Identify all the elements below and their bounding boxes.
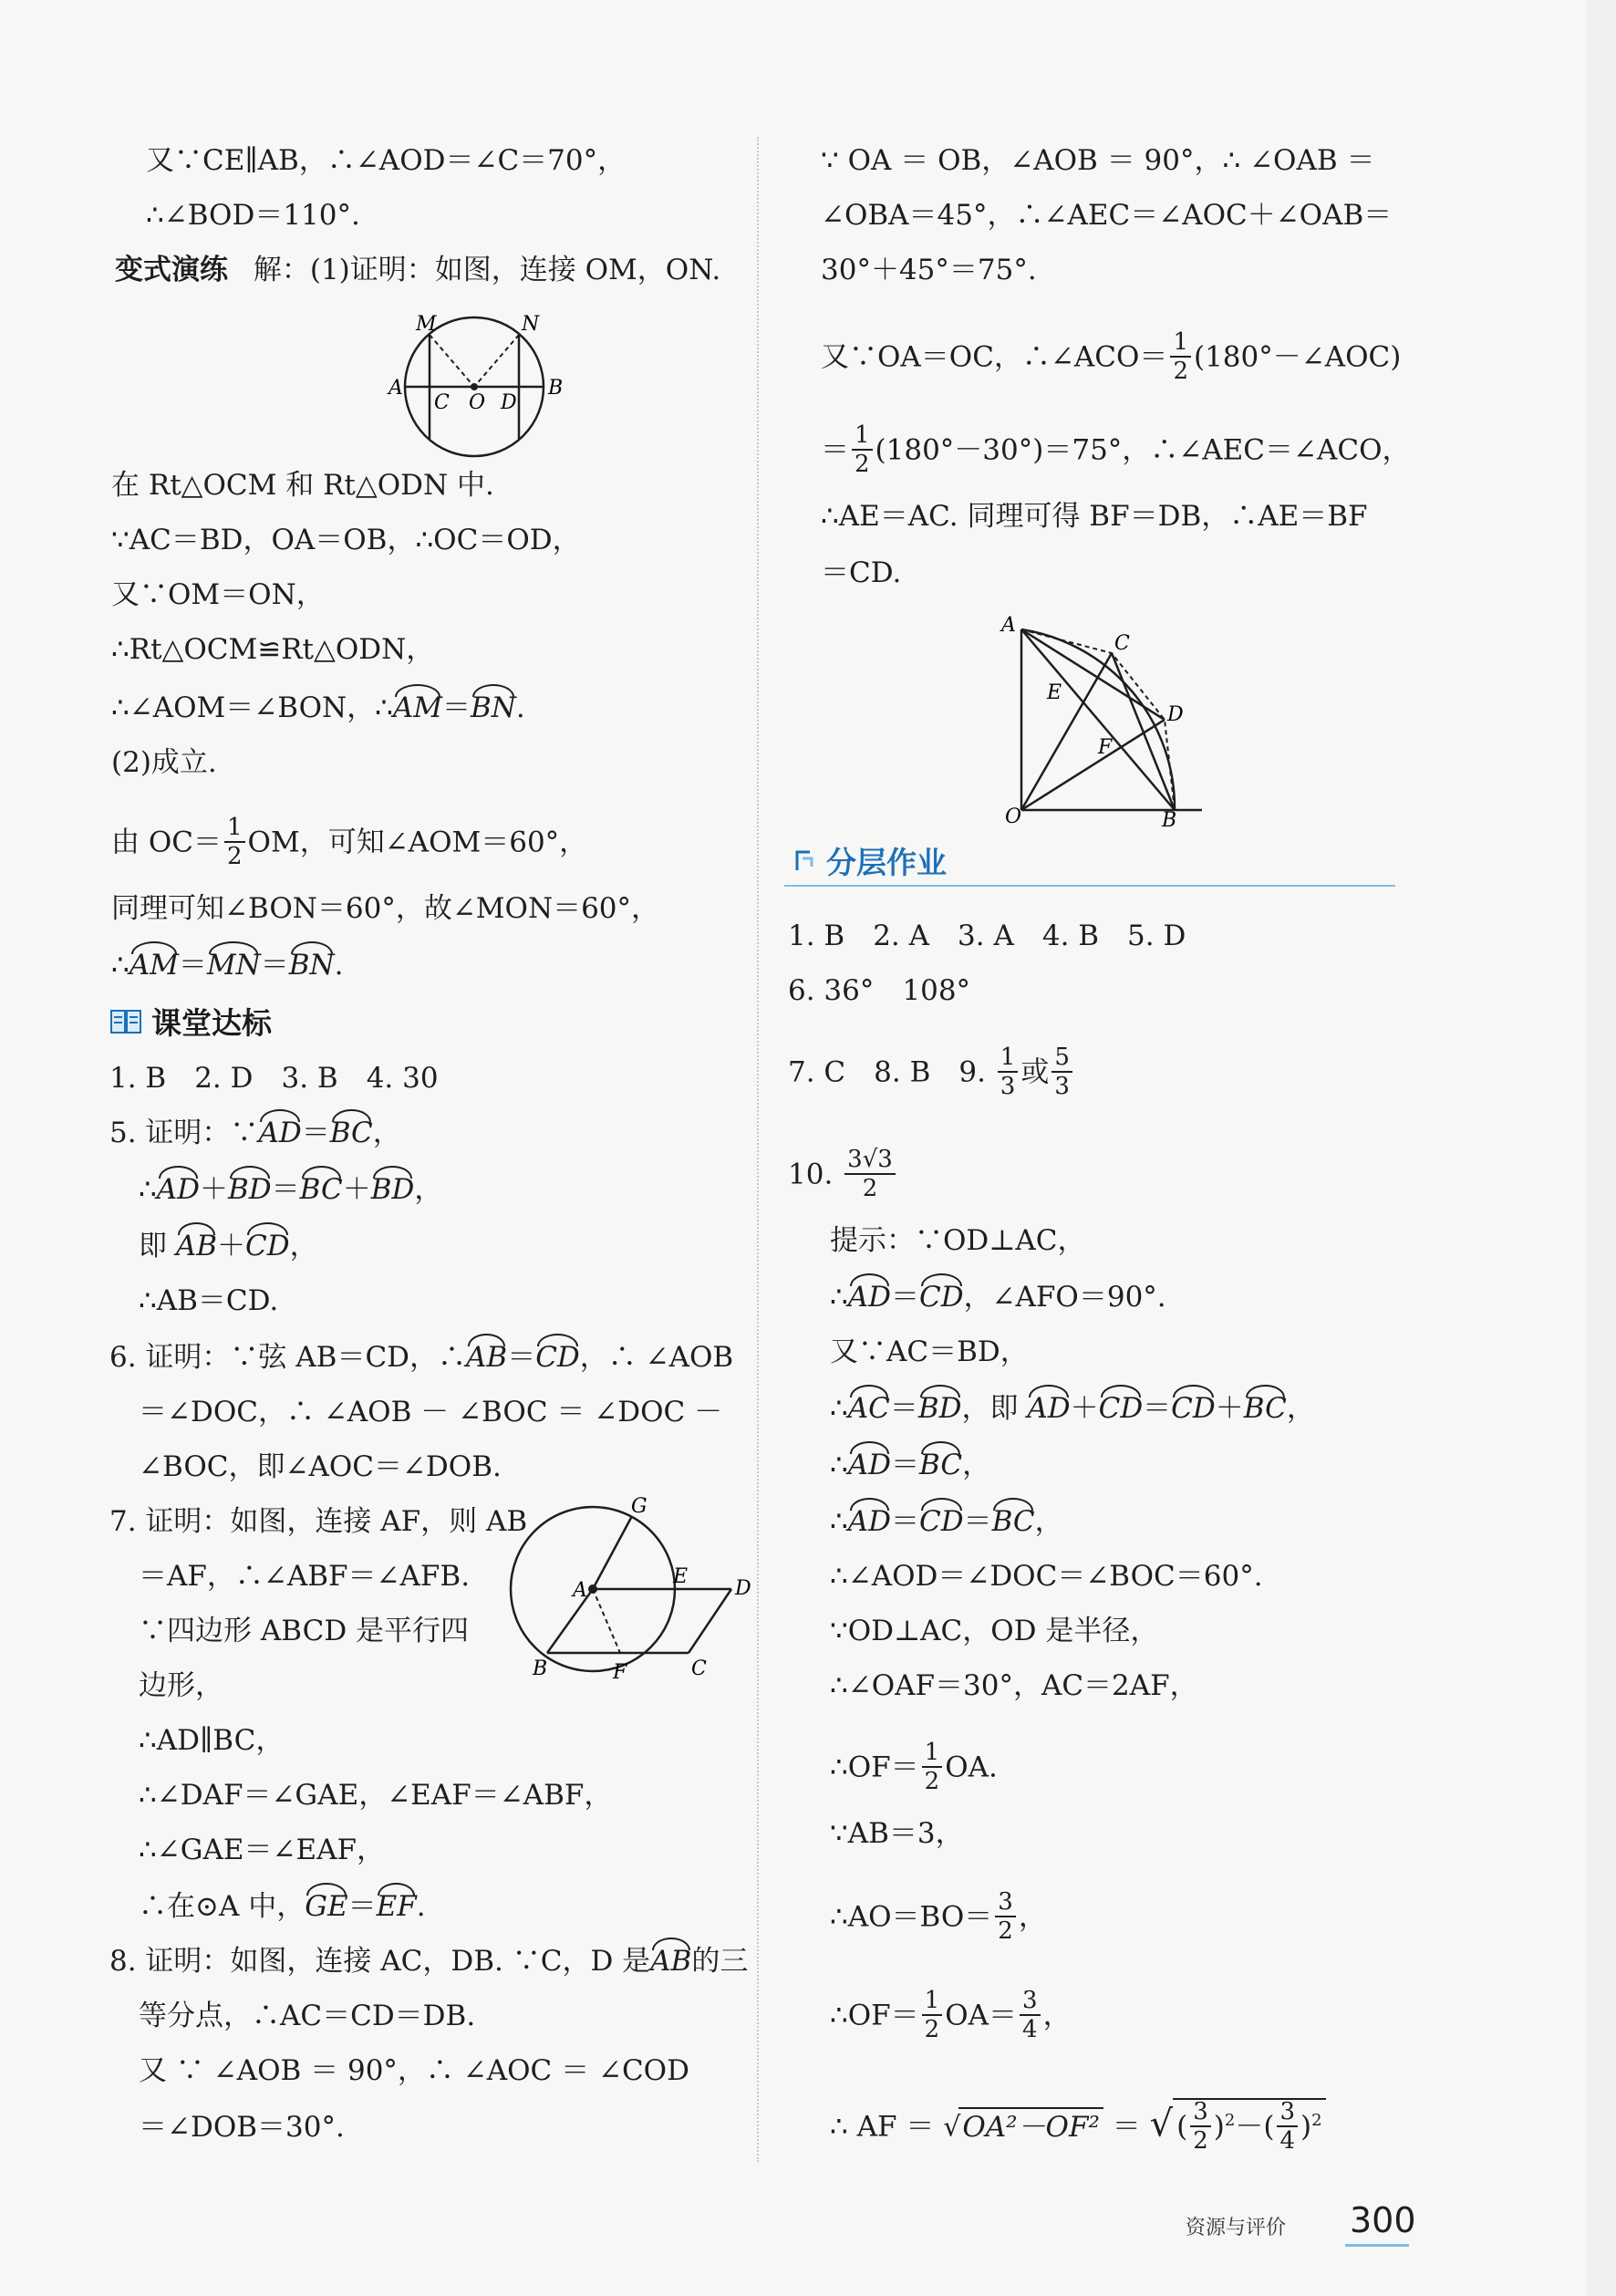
arc-CD: CD bbox=[918, 1281, 964, 1314]
text: OA. bbox=[945, 1751, 998, 1784]
text: . bbox=[515, 691, 525, 724]
fig3-label: O bbox=[1005, 805, 1022, 828]
line bbox=[821, 330, 1401, 387]
fig1-label: C bbox=[434, 391, 450, 414]
line: 边形， bbox=[139, 1669, 223, 1702]
text: . bbox=[334, 949, 344, 982]
arc-AD: AD bbox=[1027, 1392, 1071, 1425]
fig1-label: N bbox=[522, 313, 540, 336]
arc-CD: CD bbox=[1171, 1392, 1216, 1425]
line: 又∵OM＝ON， bbox=[111, 578, 325, 611]
line: ∴Rt△OCM≌Rt△ODN， bbox=[111, 633, 435, 666]
fraction bbox=[922, 1987, 943, 2043]
text: ， bbox=[1034, 1505, 1063, 1538]
text: 8. 证明：如图，连接 AC，DB. ∵C，D 是 bbox=[109, 1945, 651, 1978]
line: 又∵AC＝BD， bbox=[830, 1335, 1029, 1368]
arc-CD: CD bbox=[1098, 1392, 1144, 1425]
line bbox=[139, 1171, 442, 1208]
arc-AC: AC bbox=[847, 1392, 890, 1425]
exponent: 2 bbox=[1224, 2111, 1236, 2131]
fraction bbox=[852, 421, 873, 478]
line: ∵四边形 ABCD 是平行四 bbox=[139, 1615, 470, 1647]
sqrt-expression: ( $\frac{3}{2}$ )$^2$－( $\frac{3}{4}$ )$^2$ bbox=[1173, 2098, 1325, 2156]
text: OM，可知∠AOM＝60°， bbox=[247, 826, 588, 859]
fraction bbox=[1170, 328, 1191, 385]
arc-BN: BN bbox=[288, 949, 335, 982]
fig3-label: B bbox=[1162, 809, 1177, 832]
fig1-label: D bbox=[501, 391, 517, 414]
denominator: 2 bbox=[862, 1175, 878, 1202]
text: ＝ bbox=[507, 1341, 536, 1374]
text: ∴ bbox=[111, 949, 129, 982]
line: ∵OD⊥AC，OD 是半径， bbox=[830, 1615, 1159, 1647]
line: ∴∠OAF＝30°，AC＝2AF， bbox=[830, 1669, 1198, 1702]
line bbox=[109, 1115, 401, 1151]
line: 等分点，∴AC＝CD＝DB. bbox=[139, 2000, 476, 2032]
denominator: 2 bbox=[227, 843, 243, 870]
arc-BC: BC bbox=[299, 1173, 343, 1206]
text: ， bbox=[289, 1230, 318, 1262]
section-heading-classroom bbox=[109, 1000, 272, 1043]
line: ∴ AF ＝ √OA²－OF² ＝ √ ( $\frac{3}{2}$ )$^2$－( $\frac{3}{4}$ )$^2$ bbox=[830, 2098, 1326, 2156]
line: 同理可知∠BON＝60°，故∠MON＝60°， bbox=[111, 892, 660, 925]
text: ＝ bbox=[441, 691, 471, 724]
text: ＋ bbox=[1070, 1392, 1099, 1425]
fraction bbox=[1190, 2098, 1211, 2155]
arc-AB: AB bbox=[650, 1945, 692, 1978]
numerator: 1 bbox=[224, 814, 245, 843]
text: ∴OF＝ bbox=[830, 1751, 919, 1784]
line bbox=[109, 1943, 748, 1979]
arc-BC: BC bbox=[991, 1505, 1035, 1538]
text: (180°－∠AOC) bbox=[1193, 340, 1402, 374]
text: ＋ bbox=[1215, 1392, 1244, 1425]
text: ＝ bbox=[890, 1281, 919, 1314]
numerator: 3 bbox=[995, 1888, 1016, 1917]
text: ∴OF＝ bbox=[830, 1999, 919, 2032]
arc-BC: BC bbox=[918, 1449, 963, 1481]
line bbox=[830, 1390, 1315, 1427]
arc-AB: AB bbox=[466, 1341, 508, 1374]
text: ＝ bbox=[301, 1117, 330, 1149]
fraction bbox=[1277, 2098, 1298, 2155]
section-heading-layered-homework bbox=[793, 839, 947, 882]
numerator: 1 bbox=[922, 1987, 943, 2016]
variant-practice bbox=[115, 252, 720, 288]
denominator: 2 bbox=[1193, 2127, 1208, 2155]
arc-AM: AM bbox=[392, 691, 442, 724]
answers-row: 6. 36° 108° bbox=[788, 974, 971, 1007]
fig3-label: F bbox=[1098, 736, 1113, 759]
section-title: 分层作业 bbox=[826, 845, 947, 880]
line: ∵AB＝3， bbox=[830, 1817, 964, 1850]
numerator: 1 bbox=[1170, 328, 1191, 358]
text: ∴ bbox=[830, 1392, 848, 1425]
line bbox=[139, 1888, 426, 1925]
fig2-label: B bbox=[533, 1657, 548, 1680]
column-divider bbox=[757, 137, 759, 2162]
fig2-label: D bbox=[735, 1577, 751, 1600]
text: 或 bbox=[1020, 1055, 1050, 1089]
variant-text: 解：(1)证明：如图，连接 OM，ON. bbox=[253, 254, 721, 286]
variant-label: 变式演练 bbox=[115, 254, 228, 286]
text: ∴ bbox=[830, 1449, 848, 1481]
text: 又∵OA＝OC，∴∠ACO＝ bbox=[821, 340, 1168, 374]
arc-BD: BD bbox=[370, 1173, 415, 1206]
fraction bbox=[844, 1146, 896, 1202]
text: . bbox=[416, 1890, 426, 1923]
arc-EF: EF bbox=[376, 1890, 417, 1923]
denominator: 2 bbox=[855, 451, 870, 478]
text: ， bbox=[414, 1173, 443, 1206]
page-number: 300 bbox=[1350, 2200, 1416, 2240]
line: ＝CD. bbox=[821, 556, 902, 589]
arc-AD: AD bbox=[156, 1173, 200, 1206]
fig1-label: O bbox=[469, 391, 486, 414]
line: ∴AB＝CD. bbox=[139, 1284, 279, 1317]
book-icon bbox=[109, 1008, 142, 1035]
footer-label: 资源与评价 bbox=[1186, 2217, 1287, 2239]
text: ＝ bbox=[347, 1890, 377, 1923]
arc-BD: BD bbox=[917, 1392, 962, 1425]
denominator: 3 bbox=[1000, 1073, 1016, 1100]
fig3-label: E bbox=[1047, 681, 1062, 704]
text: ∴AO＝BO＝ bbox=[830, 1900, 993, 1934]
fraction bbox=[995, 1888, 1016, 1945]
line bbox=[111, 816, 587, 872]
text: ＝ bbox=[271, 1173, 300, 1206]
line bbox=[109, 1339, 733, 1376]
arc-AD: AD bbox=[258, 1117, 302, 1149]
arc-BC: BC bbox=[1243, 1392, 1287, 1425]
exponent: 2 bbox=[1311, 2111, 1322, 2131]
text: ＝ bbox=[260, 949, 289, 982]
denominator: 4 bbox=[1279, 2127, 1295, 2155]
text: 由 OC＝ bbox=[111, 826, 222, 859]
text: OA＝ bbox=[945, 1999, 1018, 2032]
text: ∴∠AOM＝∠BON，∴ bbox=[111, 691, 393, 724]
numerator: 1 bbox=[998, 1044, 1019, 1073]
numerator: 3 bbox=[1190, 2098, 1211, 2127]
denominator: 2 bbox=[924, 2016, 940, 2043]
line: (2)成立. bbox=[111, 746, 217, 779]
text: ，∠AFO＝90°. bbox=[963, 1281, 1166, 1314]
arc-CD: CD bbox=[245, 1230, 290, 1262]
fraction bbox=[998, 1044, 1019, 1100]
arc-CD: CD bbox=[535, 1341, 580, 1374]
fig2-label: F bbox=[613, 1661, 627, 1684]
section-title: 课堂达标 bbox=[151, 1005, 272, 1041]
fraction bbox=[922, 1739, 943, 1795]
text: ， bbox=[1042, 1999, 1072, 2032]
line bbox=[830, 1740, 998, 1797]
figure-quarter-circle bbox=[985, 611, 1184, 832]
text: ＋ bbox=[199, 1173, 228, 1206]
text: ＝ bbox=[1103, 2110, 1150, 2144]
text: ， bbox=[962, 1449, 991, 1481]
denominator: 2 bbox=[998, 1917, 1013, 1945]
line bbox=[830, 1503, 1063, 1540]
text: ＋ bbox=[342, 1173, 371, 1206]
fig2-label: E bbox=[673, 1565, 689, 1588]
denominator: 3 bbox=[1054, 1073, 1070, 1100]
answers-row: 1. B 2. A 3. A 4. B 5. D bbox=[788, 919, 1186, 952]
line: ＝∠DOB＝30°. bbox=[139, 2111, 345, 2144]
arc-GE: GE bbox=[305, 1890, 348, 1923]
text: ＋ bbox=[217, 1230, 246, 1262]
fig2-label: G bbox=[631, 1495, 647, 1518]
text: ∴ bbox=[830, 1505, 848, 1538]
line: 又 ∵ ∠AOB ＝ 90°，∴ ∠AOC ＝ ∠COD bbox=[139, 2054, 689, 2087]
text: (180°－30°)＝75°，∴∠AEC＝∠ACO， bbox=[875, 433, 1411, 467]
fig3-label: A bbox=[1001, 614, 1016, 637]
line bbox=[830, 1447, 990, 1483]
line: ＝AF，∴∠ABF＝∠AFB. bbox=[139, 1560, 471, 1593]
denominator: 2 bbox=[924, 1768, 940, 1795]
text: ∴ AF ＝ bbox=[830, 2110, 944, 2144]
fraction bbox=[224, 814, 245, 870]
line bbox=[830, 1989, 1072, 2045]
line: ∴∠BOD＝110°. bbox=[146, 199, 360, 232]
text: ＝ bbox=[889, 1392, 918, 1425]
line: ∴∠DAF＝∠GAE，∠EAF＝∠ABF， bbox=[139, 1779, 613, 1812]
text: ＝ bbox=[178, 949, 207, 982]
denominator: 2 bbox=[1173, 358, 1188, 385]
line: ∠BOC，即∠AOC＝∠DOB. bbox=[139, 1450, 502, 1483]
numerator: 3 bbox=[1020, 1987, 1041, 2016]
line: 提示：∵OD⊥AC， bbox=[830, 1224, 1086, 1257]
text: ＝ bbox=[821, 433, 849, 467]
arc-BD: BD bbox=[227, 1173, 272, 1206]
text: 10. bbox=[788, 1158, 843, 1191]
line: ∴∠AOD＝∠DOC＝∠BOC＝60°. bbox=[830, 1560, 1263, 1593]
line bbox=[830, 1890, 1047, 1947]
fig2-label: C bbox=[691, 1657, 707, 1680]
line: ∴AE＝AC. 同理可得 BF＝DB，∴AE＝BF bbox=[821, 500, 1368, 533]
text: ＝ bbox=[890, 1449, 919, 1481]
arc-AB: AB bbox=[175, 1230, 218, 1262]
pencil-flag-icon bbox=[793, 848, 817, 874]
text: 6. 证明：∵弦 AB＝CD，∴ bbox=[109, 1341, 467, 1374]
arc-MN: MN bbox=[206, 949, 261, 982]
text: 5. 证明：∵ bbox=[109, 1117, 259, 1149]
line bbox=[830, 1279, 1166, 1315]
arc-AD: AD bbox=[847, 1281, 891, 1314]
fig1-label: M bbox=[416, 313, 437, 336]
line: 又∵CE∥AB，∴∠AOD＝∠C＝70°， bbox=[146, 144, 627, 177]
fig3-label: D bbox=[1167, 703, 1184, 726]
line: ∵ OA ＝ OB，∠AOB ＝ 90°，∴ ∠OAB ＝ bbox=[821, 144, 1375, 177]
fig1-label: B bbox=[548, 377, 564, 400]
figure-parallelogram-circle bbox=[492, 1496, 757, 1715]
line: 7. 证明：如图，连接 AF，则 AB bbox=[109, 1505, 528, 1538]
text: ， bbox=[1018, 1900, 1047, 1934]
answers-row bbox=[788, 1045, 1075, 1102]
text: ＝ bbox=[1143, 1392, 1172, 1425]
line: 在 Rt△OCM 和 Rt△ODN 中. bbox=[111, 469, 494, 502]
fig2-label: A bbox=[573, 1579, 587, 1602]
text: ，∴ ∠AOB bbox=[579, 1341, 734, 1374]
sqrt-expression: OA²－OF² bbox=[958, 2107, 1103, 2145]
line bbox=[111, 947, 344, 983]
line bbox=[111, 690, 525, 726]
page-edge bbox=[1587, 0, 1616, 2296]
fig3-label: C bbox=[1114, 632, 1130, 655]
text: ＝ bbox=[963, 1505, 992, 1538]
line: ∴AD∥BC， bbox=[139, 1724, 285, 1757]
fig1-label: A bbox=[388, 377, 403, 400]
text: 即 bbox=[139, 1230, 176, 1262]
text: 的三 bbox=[691, 1945, 749, 1978]
text: ， bbox=[372, 1117, 401, 1149]
text: ，即 bbox=[961, 1392, 1028, 1425]
numerator: 3√3 bbox=[844, 1146, 896, 1175]
line: ∵AC＝BD，OA＝OB，∴OC＝OD， bbox=[111, 524, 581, 556]
numerator: 1 bbox=[922, 1739, 943, 1768]
answers-row bbox=[788, 1148, 898, 1204]
line bbox=[139, 1228, 318, 1264]
text: ， bbox=[1286, 1392, 1315, 1425]
arc-BN: BN bbox=[470, 691, 516, 724]
answers-row: 1. B 2. D 3. B 4. 30 bbox=[109, 1062, 439, 1095]
text: ∴ bbox=[830, 1281, 848, 1314]
arc-AD: AD bbox=[847, 1505, 891, 1538]
numerator: 3 bbox=[1277, 2098, 1298, 2127]
line: ＝∠DOC，∴ ∠AOB － ∠BOC ＝ ∠DOC － bbox=[139, 1396, 723, 1429]
arc-AM: AM bbox=[129, 949, 179, 982]
line: ∠OBA＝45°，∴∠AEC＝∠AOC＋∠OAB＝ bbox=[821, 199, 1393, 232]
arc-BC: BC bbox=[329, 1117, 373, 1149]
fraction bbox=[1020, 1987, 1041, 2043]
text: ∴ bbox=[139, 1173, 157, 1206]
line: 30°＋45°＝75°. bbox=[821, 254, 1037, 286]
numerator: 5 bbox=[1051, 1044, 1072, 1073]
line bbox=[821, 423, 1411, 480]
fraction bbox=[1051, 1044, 1072, 1100]
text: 7. C 8. B 9. bbox=[788, 1055, 995, 1089]
text: ∴在⊙A 中， bbox=[139, 1890, 306, 1923]
denominator: 4 bbox=[1022, 2016, 1038, 2043]
text: ＝ bbox=[890, 1505, 919, 1538]
arc-CD: CD bbox=[918, 1505, 964, 1538]
page-number-underline bbox=[1345, 2244, 1409, 2247]
figure-circle-mn bbox=[328, 310, 629, 465]
line: ∴∠GAE＝∠EAF， bbox=[139, 1834, 385, 1866]
numerator: 1 bbox=[852, 421, 873, 451]
section-underline bbox=[784, 885, 1395, 887]
arc-AD: AD bbox=[847, 1449, 891, 1481]
